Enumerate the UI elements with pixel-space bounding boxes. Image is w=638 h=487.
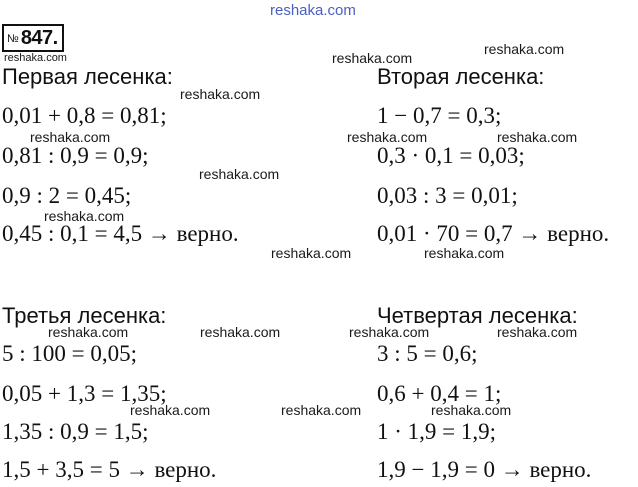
ladder-1-step-2: 0,81 : 0,9 = 0,9; [2,143,149,168]
ladder-2-step-3: 0,03 : 3 = 0,01; [377,183,518,208]
task-number-box [2,24,64,52]
ladder-1-step-1: 0,01 + 0,8 = 0,81; [2,103,167,128]
watermark: reshaka.com [30,129,111,145]
watermark: reshaka.com [424,245,505,261]
ladder-3-step-3: 1,35 : 0,9 = 1,5; [2,419,149,444]
watermark: reshaka.com [48,324,129,340]
watermark: reshaka.com [199,166,280,182]
ladder-2-step-4: 0,01 · 70 = 0,7 → верно. [377,221,610,246]
watermark: reshaka.com [347,129,428,145]
watermark: reshaka.com [484,41,565,57]
ladder-1-title: Первая лесенка: [2,64,173,89]
watermark: reshaka.com [130,402,211,418]
ladder-3-title: Третья лесенка: [2,303,167,328]
watermark: reshaka.com [200,324,281,340]
ladder-2-step-1: 1 − 0,7 = 0,3; [377,103,502,128]
watermark: reshaka.com [180,86,261,102]
ladder-4-step-2: 0,6 + 0,4 = 1; [377,381,502,406]
watermark: reshaka.com [431,402,512,418]
watermark: reshaka.com [497,324,578,340]
watermark: reshaka.com [4,52,67,64]
ladder-1-step-4: 0,45 : 0,1 = 4,5 → верно. [2,221,239,246]
ladder-3-step-2: 0,05 + 1,3 = 1,35; [2,381,167,406]
ladder-3-step-1: 5 : 100 = 0,05; [2,341,138,366]
watermark: reshaka.com [271,245,352,261]
task-number: 847. [20,26,58,49]
number-sign: № [7,33,19,45]
ladder-4-step-4: 1,9 − 1,9 = 0 → верно. [377,457,592,482]
watermark: reshaka.com [281,402,362,418]
ladder-4-step-1: 3 : 5 = 0,6; [377,341,478,366]
watermark: reshaka.com [44,208,125,224]
ladder-4-step-3: 1 · 1,9 = 1,9; [377,419,497,444]
ladder-1-step-3: 0,9 : 2 = 0,45; [2,183,132,208]
ladder-4-title: Четвертая лесенка: [377,303,578,328]
watermark: reshaka.com [332,50,413,66]
watermark: reshaka.com [349,324,430,340]
ladder-2-title: Вторая лесенка: [377,64,545,89]
watermark-top: reshaka.com [270,2,356,19]
ladder-2-step-2: 0,3 · 0,1 = 0,03; [377,143,525,168]
ladder-3-step-4: 1,5 + 3,5 = 5 → верно. [2,457,217,482]
watermark: reshaka.com [497,129,578,145]
